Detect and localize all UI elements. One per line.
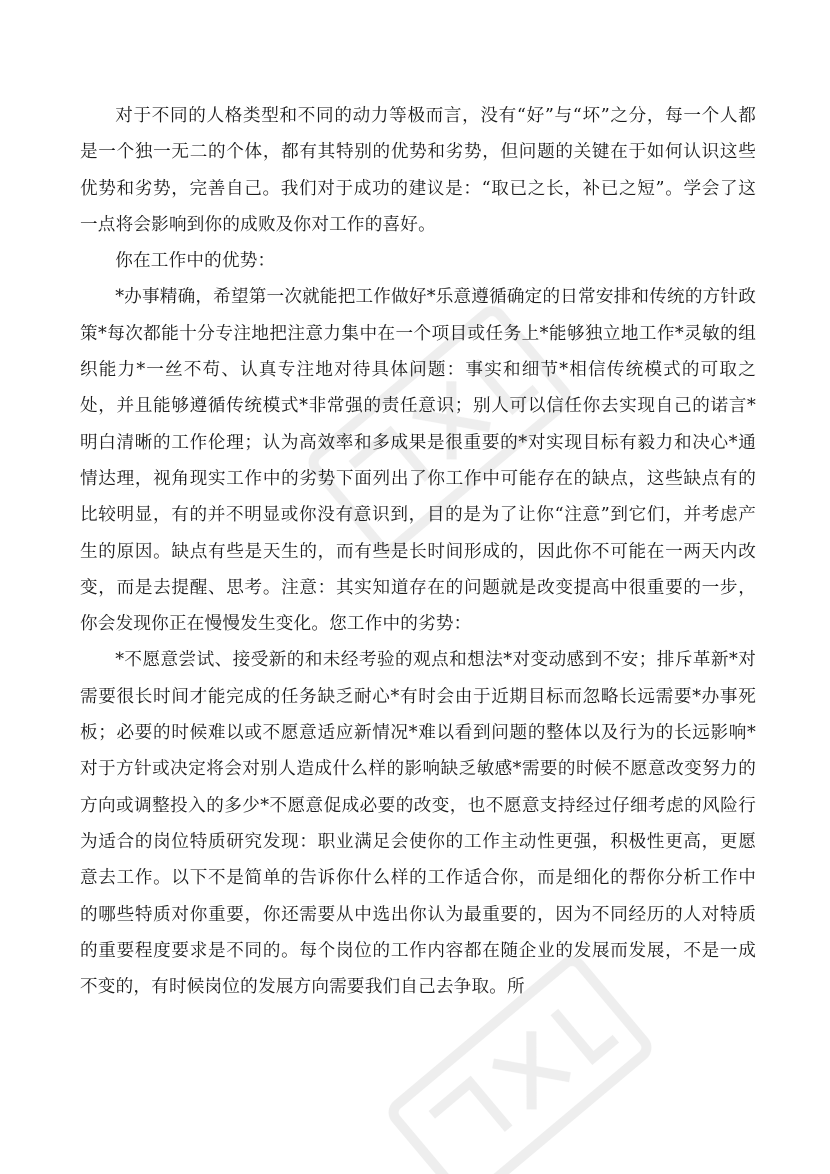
paragraph-strengths: *办事精确，希望第一次就能把工作做好*乐意遵循确定的日常安排和传统的方针政策*每次都能十分专注地把注意力集中在一个项目或任务上*能够独立地工作*灵敏的组织能力*一丝不苟、认真专注地对待具体问题：事实和细节*相信传统模式的可取之处，并且能够遵循传统模式*非常强的责任意识；别人可以信任你去实现自己的诺言*明白清晰的工作伦理；认为高效率和多成果是很重要的*对实现目标有毅力和决心*通情达理，视角现实工作中的劣势下面列出了你工作中可能存在的缺点，这些缺点有的比较明显，有的并不明显或你没有意识到，目的是为了让你“注意”到它们，并考虑产生的原因。缺点有些是天生的，而有些是长时间形成的，因此你不可能在一两天内改变，而是去提醒、思考。注意：其实知道存在的问题就是改变提高中很重要的一步，你会发现你正在慢慢发生变化。您工作中的劣势：	[80, 287, 756, 635]
body-text	[80, 98, 756, 1005]
paragraph-weaknesses: *不愿意尝试、接受新的和未经考验的观点和想法*对变动感到不安；排斥革新*对需要很长时间才能完成的任务缺乏耐心*有时会由于近期目标而忽略长远需要*办事死板；必要的时候难以或不愿意适应新情况*难以看到问题的整体以及行为的长远影响*对于方针或决定将会对别人造成什么样的影响缺乏敏感*需要的时候不愿意改变努力的方向或调整投入的多少*不愿意促成必要的改变，也不愿意支持经过仔细考虑的风险行为适合的岗位特质研究发现：职业满足会使你的工作主动性更强，积极性更高，更愿意去工作。以下不是简单的告诉你什么样的工作适合你，而是细化的帮你分析工作中的哪些特质对你重要，你还需要从中选出你认为最重要的，因为不同经历的人对特质的重要程度要求是不同的。每个岗位的工作内容都在随企业的发展而发展，不是一成不变的，有时候岗位的发展方向需要我们自己去争取。所	[80, 650, 756, 998]
paragraph-strengths-heading: 你在工作中的优势：	[115, 251, 276, 272]
paragraph-intro: 对于不同的人格类型和不同的动力等极而言，没有“好”与“坏”之分，每一个人都是一个独一无二的个体，都有其特别的优势和劣势，但问题的关键在于如何认识这些优势和劣势，完善自己。我们对于成功的建议是：“取已之长，补已之短”。学会了这一点将会影响到你的成败及你对工作的喜好。	[80, 106, 756, 235]
